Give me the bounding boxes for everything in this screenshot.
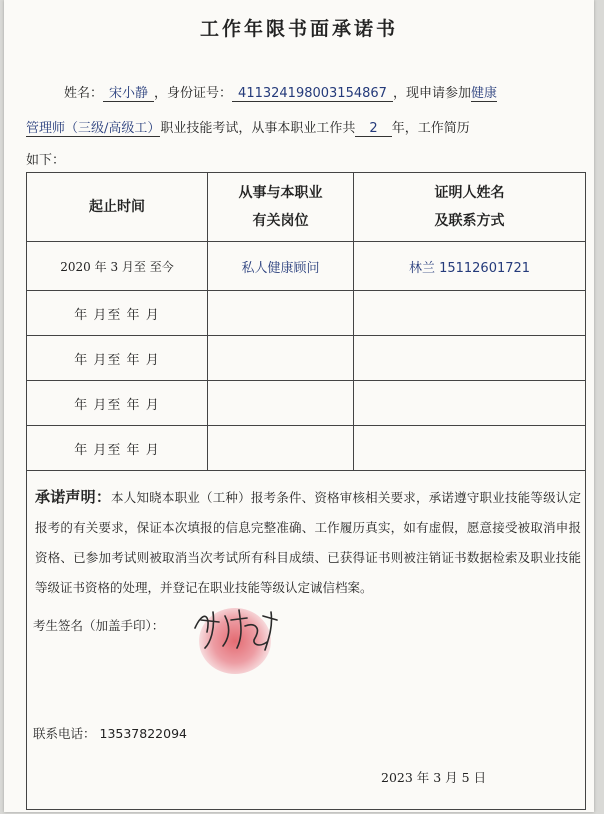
row-period: 年 月至 年 月 bbox=[27, 336, 208, 381]
id-number-value: 411324198003154867 bbox=[232, 86, 393, 102]
table-row bbox=[27, 426, 586, 471]
row-post bbox=[208, 336, 354, 381]
table-row bbox=[27, 291, 586, 336]
id-label: ，身份证号： bbox=[154, 86, 233, 101]
commitment-statement-box bbox=[26, 470, 586, 810]
document-title: 工作年限书面承诺书 bbox=[199, 18, 398, 40]
row-period: 年 月至 年 月 bbox=[27, 426, 208, 471]
handwritten-signature bbox=[185, 598, 295, 658]
statement-body: 本人知晓本职业（工种）报考条件、资格审核相关要求，承诺遵守职业技能等级认定报考的有关要求，保证本次填报的信息完整准确、工作履历真实，如有虚假，愿意接受被取消申报资格、已参加考试则被取消当次考试所有科目成绩、已获得证书则被注销证书数据检索及职业技能等级证书资格的处理，并登记在职业技能等级认定诚信档案。 bbox=[35, 490, 581, 595]
intro-line-2 bbox=[26, 117, 470, 136]
table-row bbox=[27, 336, 586, 381]
table-header-row bbox=[27, 173, 586, 242]
row-contact: 林兰 15112601721 bbox=[354, 242, 586, 291]
phone-label: 联系电话： bbox=[33, 726, 96, 741]
signature-label: 考生签名（加盖手印）： bbox=[33, 618, 165, 633]
intro-line-3: 如下： bbox=[26, 153, 66, 168]
phone-line bbox=[33, 724, 187, 742]
row-contact bbox=[354, 291, 586, 336]
apply-text: ，现申请参加 bbox=[392, 86, 471, 101]
row-contact bbox=[354, 336, 586, 381]
row-post bbox=[208, 291, 354, 336]
name-label: 姓名： bbox=[64, 86, 104, 101]
signing-date: 2023 年 3 月 5 日 bbox=[381, 770, 487, 785]
header-post: 从事与本职业 有关岗位 bbox=[208, 173, 354, 242]
row-post bbox=[208, 381, 354, 426]
years-text: 年，工作简历 bbox=[391, 121, 470, 136]
work-history-table bbox=[26, 172, 586, 471]
row-post bbox=[208, 426, 354, 471]
occupation-value-part1: 健康 bbox=[470, 86, 497, 101]
years-value: 2 bbox=[355, 121, 391, 137]
statement-title: 承诺声明： bbox=[35, 488, 112, 506]
exam-text: 职业技能考试，从事本职业工作共 bbox=[160, 121, 356, 136]
row-period: 年 月至 年 月 bbox=[27, 291, 208, 336]
row-contact bbox=[354, 426, 586, 471]
row-period: 年 月至 年 月 bbox=[27, 381, 208, 426]
statement-text bbox=[35, 482, 581, 603]
name-value: 宋小静 bbox=[103, 86, 154, 102]
occupation-value-part2: 管理师（三级/高级工） bbox=[26, 121, 161, 136]
row-post: 私人健康顾问 bbox=[208, 242, 354, 291]
phone-value: 13537822094 bbox=[99, 726, 187, 741]
table-row bbox=[27, 381, 586, 426]
row-period: 2020 年 3 月至 至今 bbox=[27, 242, 208, 291]
intro-line-1 bbox=[64, 82, 497, 101]
document-page bbox=[4, 0, 594, 812]
header-period: 起止时间 bbox=[27, 173, 208, 242]
row-contact bbox=[354, 381, 586, 426]
table-row bbox=[27, 242, 586, 291]
header-contact: 证明人姓名 及联系方式 bbox=[354, 173, 586, 242]
